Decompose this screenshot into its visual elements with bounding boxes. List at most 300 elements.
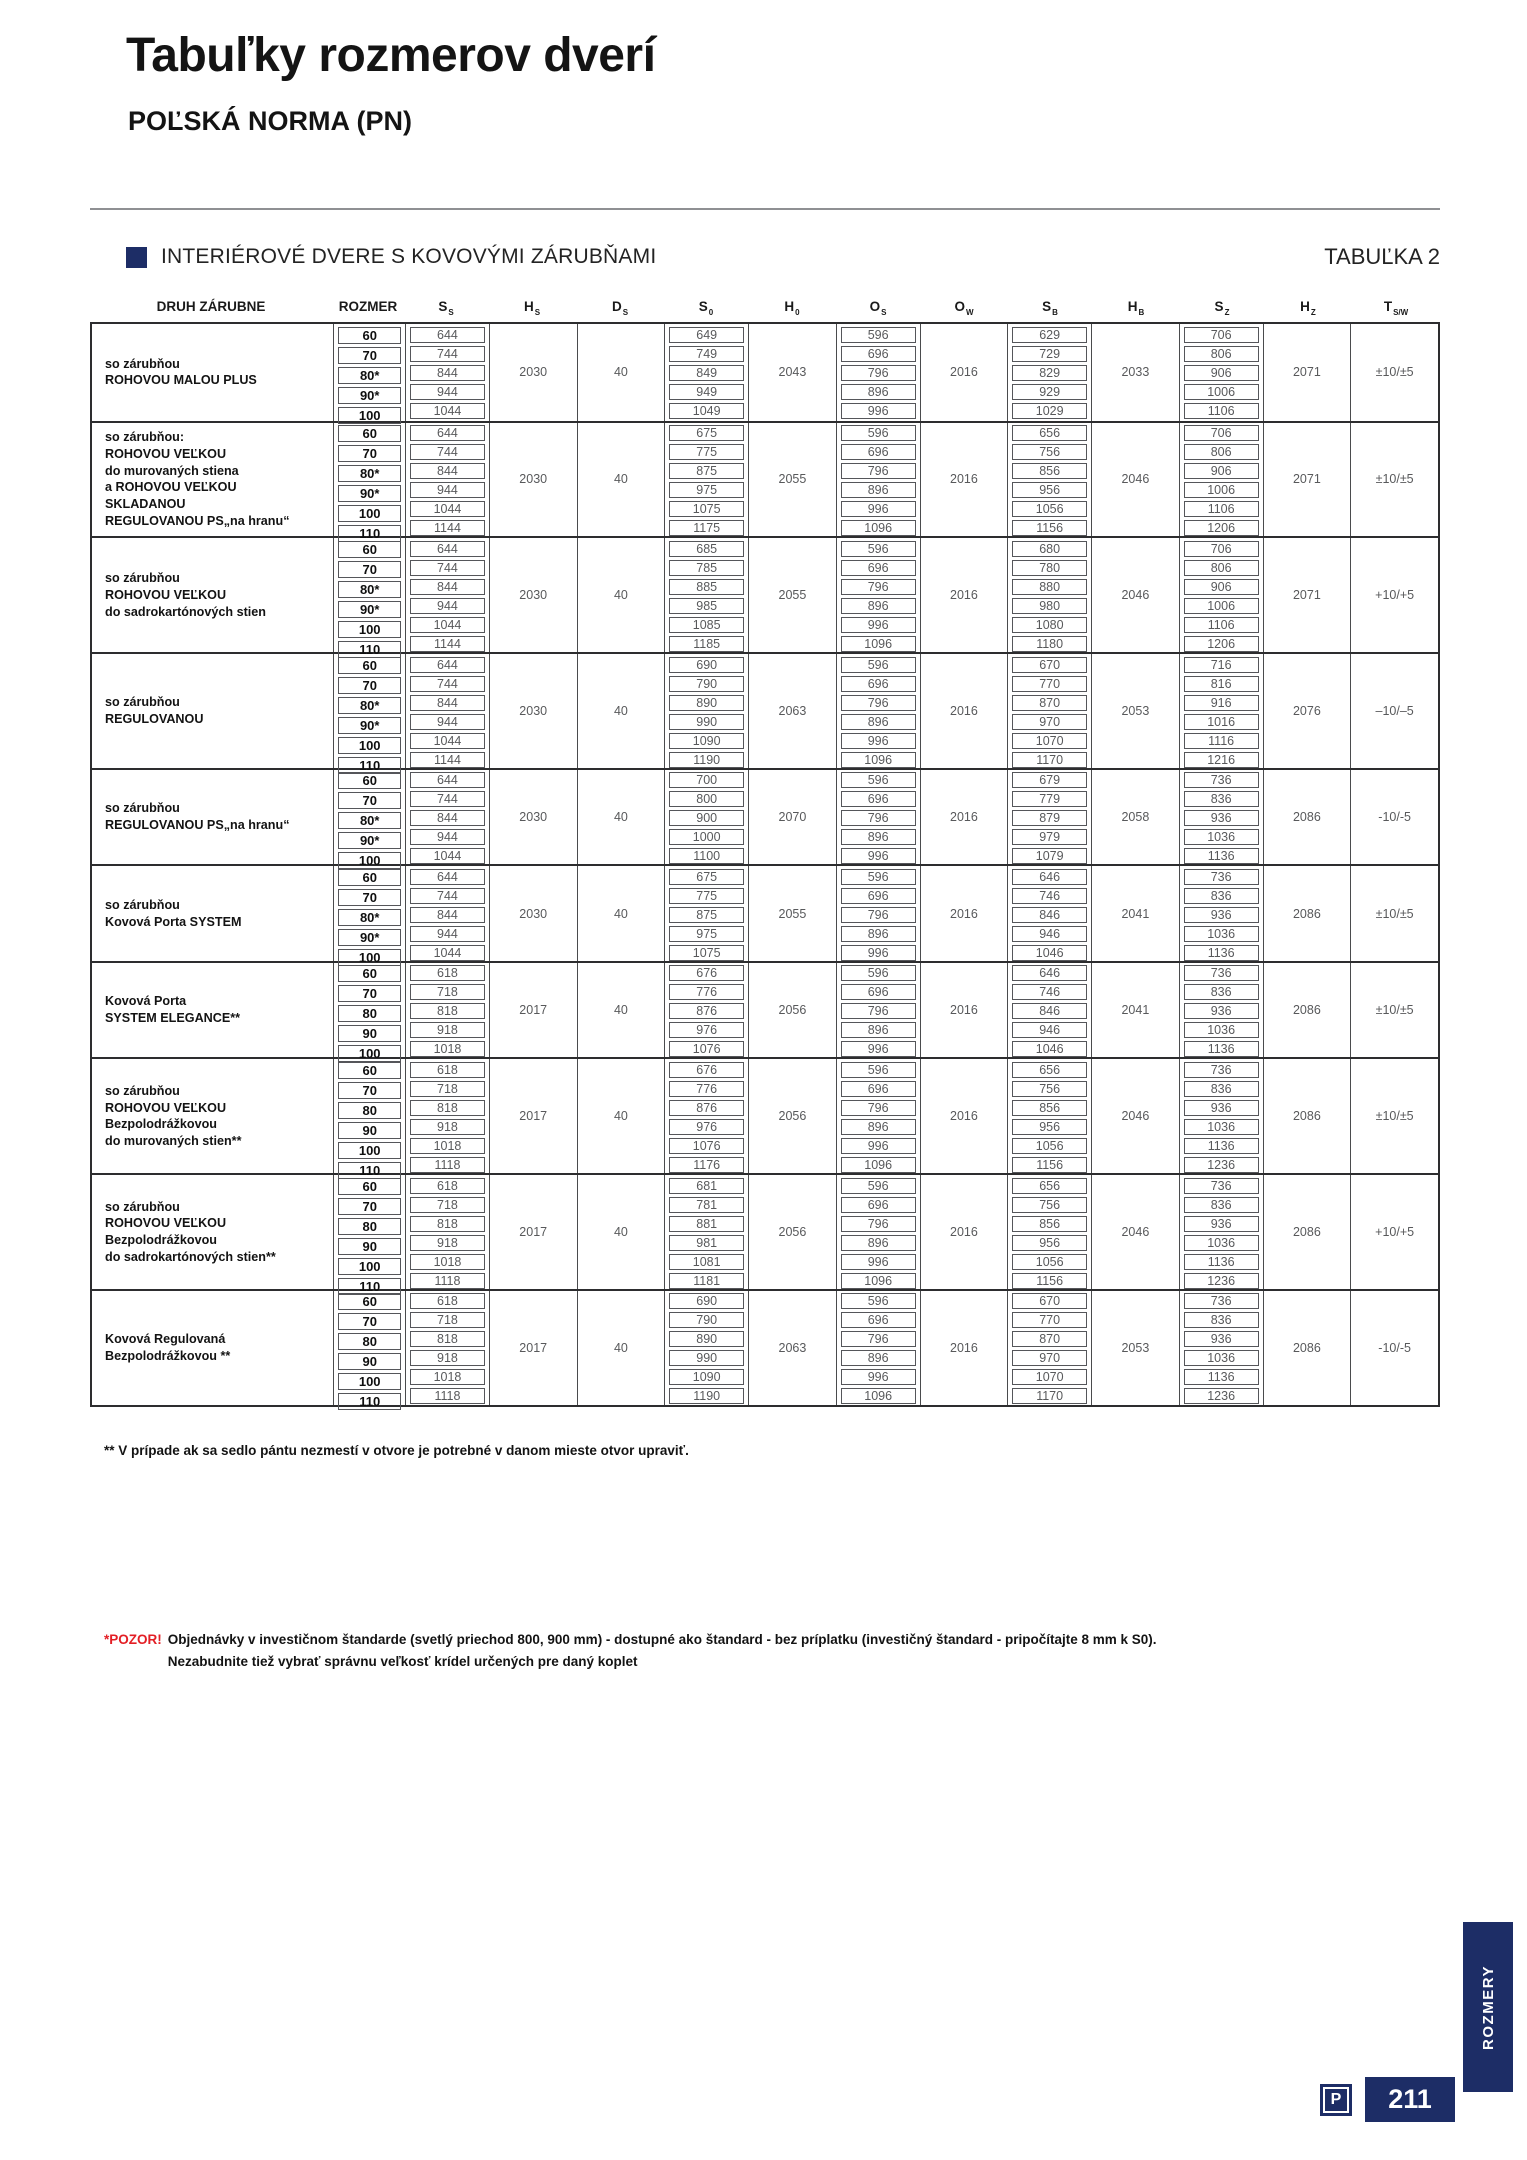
dimension-value-cell: 996 — [841, 848, 916, 864]
dimension-value-cell: 844 — [410, 695, 485, 711]
value-column-sz — [1179, 866, 1263, 961]
dimension-value-cell: 796 — [841, 1216, 916, 1232]
dimension-value-cell: 644 — [410, 327, 485, 343]
frame-type-label — [92, 654, 333, 768]
dimension-value-cell: 60 — [338, 1062, 401, 1079]
dimension-value-cell: 618 — [410, 1293, 485, 1309]
dimension-value-cell: 856 — [1012, 1100, 1087, 1116]
column-header-main: S — [1042, 299, 1052, 314]
frame-type-label — [92, 423, 333, 537]
dimension-value-cell: 644 — [410, 869, 485, 885]
dimension-value-cell: 1006 — [1184, 482, 1259, 498]
dimension-value-cell: 944 — [410, 482, 485, 498]
dimension-value-cell: 676 — [669, 1062, 744, 1078]
dimension-value-cell: 896 — [841, 926, 916, 942]
merged-value-ow: 2016 — [920, 324, 1008, 421]
dimension-value-cell: 596 — [841, 657, 916, 673]
pozor-text — [168, 1629, 1157, 1674]
dimension-value-cell: 110 — [338, 641, 401, 658]
frame-type-label-line: REGULOVANOU PS„na hranu“ — [105, 513, 290, 528]
dimension-value-cell: 1044 — [410, 617, 485, 633]
column-header-main: H — [1127, 299, 1138, 314]
dimension-table — [90, 322, 1440, 1410]
dimension-value-cell: 1080 — [1012, 617, 1087, 633]
dimension-value-cell: 736 — [1184, 1293, 1259, 1309]
dimension-value-cell: 1006 — [1184, 384, 1259, 400]
value-column-s0 — [664, 423, 748, 537]
dimension-value-cell: 736 — [1184, 1062, 1259, 1078]
value-column-ss — [405, 324, 489, 421]
dimension-value-cell: 1044 — [410, 945, 485, 961]
value-column-sb — [1007, 866, 1091, 961]
dimension-value-cell: 80* — [338, 581, 401, 598]
column-header — [576, 299, 664, 317]
table-header-row — [90, 286, 1440, 318]
frame-type-label — [92, 1175, 333, 1289]
dimension-value-cell: 775 — [669, 444, 744, 460]
dimension-value-cell: 1185 — [669, 636, 744, 652]
dimension-value-cell: 706 — [1184, 541, 1259, 557]
dimension-value-cell: 775 — [669, 888, 744, 904]
dimension-value-cell: 746 — [1012, 888, 1087, 904]
merged-value-hs: 2017 — [489, 1175, 577, 1289]
dimension-value-cell: 744 — [410, 346, 485, 362]
dimension-value-cell: 696 — [841, 1197, 916, 1213]
dimension-value-cell: 646 — [1012, 965, 1087, 981]
merged-value-h0: 2056 — [748, 1059, 836, 1173]
dimension-value-cell: 796 — [841, 1100, 916, 1116]
dimension-value-cell: 90 — [338, 1238, 401, 1255]
dimension-value-cell: 936 — [1184, 810, 1259, 826]
dimension-value-cell: 1190 — [669, 1388, 744, 1404]
merged-value-hb: 2041 — [1091, 963, 1179, 1058]
merged-value-ds: 40 — [577, 1059, 665, 1173]
section-header-row — [126, 244, 1440, 270]
dimension-value-cell: 90* — [338, 832, 401, 849]
dimension-value-cell: 800 — [669, 791, 744, 807]
dimension-value-cell: 1118 — [410, 1157, 485, 1173]
dimension-value-cell: 100 — [338, 737, 401, 754]
dimension-value-cell: 718 — [410, 1197, 485, 1213]
merged-value-hs: 2030 — [489, 324, 577, 421]
dimension-value-cell: 875 — [669, 907, 744, 923]
merged-value-hs: 2030 — [489, 423, 577, 537]
dimension-value-cell: 1136 — [1184, 1138, 1259, 1154]
dimension-value-cell: 944 — [410, 714, 485, 730]
dimension-value-cell: 875 — [669, 463, 744, 479]
dimension-value-cell: 1018 — [410, 1138, 485, 1154]
dimension-value-cell: 856 — [1012, 1216, 1087, 1232]
dimension-value-cell: 870 — [1012, 1331, 1087, 1347]
dimension-value-cell: 906 — [1184, 365, 1259, 381]
dimension-value-cell: 1136 — [1184, 848, 1259, 864]
dimension-value-cell: 936 — [1184, 1003, 1259, 1019]
value-column-sz — [1179, 1175, 1263, 1289]
dimension-value-cell: 1156 — [1012, 520, 1087, 536]
merged-value-t: -10/-5 — [1350, 1291, 1438, 1405]
merged-value-hz: 2076 — [1263, 654, 1351, 768]
dimension-value-cell: 680 — [1012, 541, 1087, 557]
dimension-value-cell: 836 — [1184, 984, 1259, 1000]
dimension-value-cell: 100 — [338, 407, 401, 424]
dimension-value-cell: 944 — [410, 384, 485, 400]
pozor-footnote — [104, 1629, 1157, 1674]
merged-value-hz: 2086 — [1263, 1175, 1351, 1289]
dimension-value-cell: 718 — [410, 1312, 485, 1328]
frame-type-group-row — [92, 1289, 1438, 1410]
dimension-value-cell: 1136 — [1184, 945, 1259, 961]
dimension-value-cell: 790 — [669, 676, 744, 692]
dimension-value-cell: 690 — [669, 1293, 744, 1309]
section-title: INTERIÉROVÉ DVERE S KOVOVÝMI ZÁRUBŇAMI — [161, 245, 657, 268]
dimension-value-cell: 996 — [841, 1041, 916, 1057]
dimension-value-cell: 70 — [338, 985, 401, 1002]
dimension-value-cell: 1049 — [669, 403, 744, 419]
merged-value-t: ±10/±5 — [1350, 423, 1438, 537]
dimension-value-cell: 596 — [841, 772, 916, 788]
page-subtitle: POĽSKÁ NORMA (PN) — [128, 106, 412, 136]
dimension-value-cell: 80* — [338, 697, 401, 714]
dimension-value-cell: 906 — [1184, 463, 1259, 479]
column-header-subscript: S — [534, 308, 541, 317]
dimension-value-cell: 1046 — [1012, 945, 1087, 961]
merged-value-hs: 2030 — [489, 866, 577, 961]
value-column-os — [836, 654, 920, 768]
merged-value-ow: 2016 — [920, 770, 1008, 865]
column-header — [488, 299, 576, 317]
dimension-value-cell: 80* — [338, 909, 401, 926]
dimension-value-cell: 981 — [669, 1235, 744, 1251]
value-column-ss — [405, 1059, 489, 1173]
dimension-value-cell: 790 — [669, 1312, 744, 1328]
dimension-value-cell: 60 — [338, 965, 401, 982]
frame-type-label-line: so zárubňou: — [105, 430, 185, 445]
dimension-value-cell: 90* — [338, 601, 401, 618]
value-column-s0 — [664, 1059, 748, 1173]
merged-value-ds: 40 — [577, 654, 665, 768]
dimension-value-cell: 90* — [338, 485, 401, 502]
dimension-value-cell: 100 — [338, 1045, 401, 1062]
frame-type-label-line: SKLADANOU — [105, 497, 186, 512]
dimension-value-cell: 1018 — [410, 1369, 485, 1385]
dimension-value-cell: 1075 — [669, 945, 744, 961]
value-column-sb — [1007, 1175, 1091, 1289]
dimension-value-cell: 896 — [841, 384, 916, 400]
dimension-value-cell: 806 — [1184, 444, 1259, 460]
dimension-value-cell: 818 — [410, 1331, 485, 1347]
dimension-value-cell: 70 — [338, 347, 401, 364]
dimension-value-cell: 990 — [669, 1350, 744, 1366]
dimension-value-cell: 785 — [669, 560, 744, 576]
dimension-value-cell: 696 — [841, 676, 916, 692]
frame-type-group-row — [92, 1057, 1438, 1178]
dimension-value-cell: 944 — [410, 926, 485, 942]
dimension-value-cell: 596 — [841, 965, 916, 981]
value-column-ss — [405, 963, 489, 1058]
dimension-value-cell: 796 — [841, 907, 916, 923]
dimension-value-cell: 896 — [841, 598, 916, 614]
dimension-value-cell: 1090 — [669, 733, 744, 749]
dimension-value-cell: 1106 — [1184, 501, 1259, 517]
dimension-value-cell: 975 — [669, 926, 744, 942]
dimension-value-cell: 596 — [841, 425, 916, 441]
value-column-sb — [1007, 770, 1091, 865]
dimension-value-cell: 90* — [338, 929, 401, 946]
dimension-value-cell: 1118 — [410, 1388, 485, 1404]
merged-value-h0: 2056 — [748, 1175, 836, 1289]
dimension-value-cell: 749 — [669, 346, 744, 362]
dimension-value-cell: 881 — [669, 1216, 744, 1232]
dimension-value-cell: 736 — [1184, 965, 1259, 981]
dimension-value-cell: 60 — [338, 772, 401, 789]
dimension-value-cell: 836 — [1184, 1312, 1259, 1328]
column-header-main: H — [1300, 299, 1310, 314]
dimension-value-cell: 60 — [338, 327, 401, 344]
value-column-sb — [1007, 423, 1091, 537]
dimension-value-cell: 844 — [410, 907, 485, 923]
frame-type-group-row — [92, 961, 1438, 1062]
dimension-value-cell: 746 — [1012, 984, 1087, 1000]
dimension-value-cell: 1046 — [1012, 1041, 1087, 1057]
dimension-value-cell: 1136 — [1184, 1369, 1259, 1385]
merged-value-h0: 2055 — [748, 423, 836, 537]
dimension-value-cell: 110 — [338, 757, 401, 774]
merged-value-h0: 2043 — [748, 324, 836, 421]
value-column-os — [836, 963, 920, 1058]
value-column-rozmer — [333, 324, 405, 421]
dimension-value-cell: 781 — [669, 1197, 744, 1213]
column-header-subscript: Z — [1310, 308, 1316, 317]
dimension-value-cell: 100 — [338, 505, 401, 522]
dimension-value-cell: 936 — [1184, 1216, 1259, 1232]
frame-type-label-line: ROHOVOU VEĽKOU — [105, 1216, 227, 1231]
horizontal-divider — [90, 208, 1440, 210]
dimension-value-cell: 70 — [338, 889, 401, 906]
dimension-value-cell: 80 — [338, 1102, 401, 1119]
merged-value-ow: 2016 — [920, 963, 1008, 1058]
dimension-value-cell: 916 — [1184, 695, 1259, 711]
column-header — [664, 299, 748, 317]
dimension-value-cell: 876 — [669, 1100, 744, 1116]
value-column-sz — [1179, 324, 1263, 421]
dimension-value-cell: 796 — [841, 1003, 916, 1019]
dimension-value-cell: 1190 — [669, 752, 744, 768]
dimension-value-cell: 1036 — [1184, 1119, 1259, 1135]
column-header-main: H — [523, 299, 534, 314]
frame-type-label-line: a ROHOVOU VEĽKOU — [105, 480, 237, 495]
value-column-s0 — [664, 654, 748, 768]
dimension-value-cell: 836 — [1184, 1197, 1259, 1213]
merged-value-t: +10/+5 — [1350, 538, 1438, 652]
dimension-value-cell: 696 — [841, 560, 916, 576]
dimension-value-cell: 675 — [669, 869, 744, 885]
frame-type-label — [92, 770, 333, 865]
dimension-value-cell: 796 — [841, 579, 916, 595]
merged-value-ow: 2016 — [920, 538, 1008, 652]
column-header-main: DRUH ZÁRUBNE — [156, 299, 266, 314]
dimension-value-cell: 780 — [1012, 560, 1087, 576]
dimension-value-cell: 946 — [1012, 1022, 1087, 1038]
dimension-value-cell: 1036 — [1184, 926, 1259, 942]
dimension-value-cell: 770 — [1012, 1312, 1087, 1328]
merged-value-ow: 2016 — [920, 423, 1008, 537]
dimension-value-cell: 1096 — [841, 1157, 916, 1173]
column-header-subscript: 0 — [708, 308, 714, 317]
dimension-value-cell: 996 — [841, 1138, 916, 1154]
merged-value-hz: 2086 — [1263, 1291, 1351, 1405]
dimension-value-cell: 696 — [841, 346, 916, 362]
dimension-value-cell: 656 — [1012, 1178, 1087, 1194]
dimension-value-cell: 976 — [669, 1119, 744, 1135]
frame-type-label — [92, 963, 333, 1058]
dimension-value-cell: 770 — [1012, 676, 1087, 692]
merged-value-t: +10/+5 — [1350, 1175, 1438, 1289]
dimension-value-cell: 60 — [338, 541, 401, 558]
merged-value-ow: 2016 — [920, 654, 1008, 768]
frame-type-label-line: Kovová Porta — [105, 994, 187, 1009]
dimension-value-cell: 690 — [669, 657, 744, 673]
dimension-value-cell: 818 — [410, 1216, 485, 1232]
value-column-os — [836, 866, 920, 961]
dimension-value-cell: 956 — [1012, 482, 1087, 498]
dimension-value-cell: 836 — [1184, 888, 1259, 904]
dimension-value-cell: 1044 — [410, 733, 485, 749]
merged-value-h0: 2055 — [748, 538, 836, 652]
merged-value-hs: 2017 — [489, 1059, 577, 1173]
dimension-value-cell: 1206 — [1184, 636, 1259, 652]
dimension-value-cell: 1076 — [669, 1041, 744, 1057]
dimension-value-cell: 100 — [338, 852, 401, 869]
dimension-value-cell: 956 — [1012, 1235, 1087, 1251]
dimension-value-cell: 896 — [841, 1119, 916, 1135]
dimension-value-cell: 906 — [1184, 579, 1259, 595]
merged-value-ds: 40 — [577, 538, 665, 652]
dimension-value-cell: 744 — [410, 560, 485, 576]
dimension-value-cell: 970 — [1012, 714, 1087, 730]
column-header — [332, 299, 404, 314]
dimension-value-cell: 679 — [1012, 772, 1087, 788]
frame-type-label-line: Kovová Porta SYSTEM — [105, 914, 242, 929]
merged-value-hb: 2046 — [1091, 1059, 1179, 1173]
dimension-value-cell: 100 — [338, 621, 401, 638]
value-column-sz — [1179, 770, 1263, 865]
dimension-value-cell: 890 — [669, 695, 744, 711]
column-header-subscript: S — [622, 308, 629, 317]
dimension-value-cell: 936 — [1184, 907, 1259, 923]
frame-type-label-line: ROHOVOU VEĽKOU — [105, 446, 227, 461]
dimension-value-cell: 806 — [1184, 346, 1259, 362]
value-column-ss — [405, 538, 489, 652]
merged-value-t: ±10/±5 — [1350, 324, 1438, 421]
value-column-rozmer — [333, 1059, 405, 1178]
merged-value-h0: 2063 — [748, 654, 836, 768]
value-column-rozmer — [333, 1175, 405, 1294]
dimension-value-cell: 110 — [338, 1162, 401, 1179]
dimension-value-cell: 776 — [669, 1081, 744, 1097]
dimension-value-cell: 918 — [410, 1235, 485, 1251]
dimension-value-cell: 1036 — [1184, 1022, 1259, 1038]
dimension-value-cell: 80 — [338, 1005, 401, 1022]
dimension-value-cell: 60 — [338, 1178, 401, 1195]
dimension-value-cell: 1079 — [1012, 848, 1087, 864]
value-column-os — [836, 423, 920, 537]
merged-value-ds: 40 — [577, 866, 665, 961]
frame-type-label-line: Bezpolodrážkovou — [105, 1117, 217, 1132]
dimension-value-cell: 996 — [841, 1369, 916, 1385]
column-header-subscript: W — [965, 308, 974, 317]
dimension-value-cell: 596 — [841, 1062, 916, 1078]
dimension-value-cell: 1175 — [669, 520, 744, 536]
frame-type-label-line: so zárubňou — [105, 695, 180, 710]
merged-value-hs: 2030 — [489, 770, 577, 865]
value-column-rozmer — [333, 423, 405, 541]
merged-value-hz: 2071 — [1263, 324, 1351, 421]
dimension-value-cell: 990 — [669, 714, 744, 730]
value-column-s0 — [664, 866, 748, 961]
column-header-main: S — [1214, 299, 1224, 314]
dimension-value-cell: 596 — [841, 541, 916, 557]
pozor-line-1: Objednávky v investičnom štandarde (svetlý priechod 800, 900 mm) - dostupné ako štandard - bez príplatku (investičný štandard - pripočítajte 8 mm k S0). — [167, 1632, 1157, 1647]
dimension-value-cell: 718 — [410, 984, 485, 1000]
frame-type-label — [92, 866, 333, 961]
column-header-subscript: Z — [1224, 308, 1230, 317]
merged-value-hs: 2030 — [489, 654, 577, 768]
value-column-s0 — [664, 770, 748, 865]
dimension-value-cell: 900 — [669, 810, 744, 826]
frame-type-label-line: REGULOVANOU — [105, 711, 204, 726]
dimension-value-cell: 879 — [1012, 810, 1087, 826]
dimension-value-cell: 90 — [338, 1025, 401, 1042]
value-column-os — [836, 770, 920, 865]
dimension-value-cell: 70 — [338, 1313, 401, 1330]
merged-value-hb: 2058 — [1091, 770, 1179, 865]
column-header-main: O — [954, 299, 965, 314]
dimension-value-cell: 70 — [338, 1082, 401, 1099]
column-header-main: O — [869, 299, 881, 314]
value-column-os — [836, 538, 920, 652]
dimension-value-cell: 670 — [1012, 657, 1087, 673]
value-column-sz — [1179, 423, 1263, 537]
frame-type-label — [92, 1059, 333, 1173]
dimension-value-cell: 818 — [410, 1003, 485, 1019]
dimension-value-cell: 1096 — [841, 1273, 916, 1289]
dimension-value-cell: 970 — [1012, 1350, 1087, 1366]
dimension-value-cell: 1036 — [1184, 1350, 1259, 1366]
dimension-value-cell: 706 — [1184, 327, 1259, 343]
dimension-value-cell: 918 — [410, 1119, 485, 1135]
dimension-value-cell: 796 — [841, 1331, 916, 1347]
dimension-value-cell: 1170 — [1012, 752, 1087, 768]
dimension-value-cell: 846 — [1012, 907, 1087, 923]
dimension-value-cell: 1029 — [1012, 403, 1087, 419]
dimension-value-cell: 90* — [338, 717, 401, 734]
dimension-value-cell: 1075 — [669, 501, 744, 517]
dimension-value-cell: 1090 — [669, 1369, 744, 1385]
dimension-value-cell: 1100 — [669, 848, 744, 864]
frame-type-label-line: so zárubňou — [105, 1199, 180, 1214]
dimension-value-cell: 736 — [1184, 772, 1259, 788]
dimension-value-cell: 1044 — [410, 501, 485, 517]
dimension-value-cell: 596 — [841, 1293, 916, 1309]
dimension-value-cell: 90 — [338, 1122, 401, 1139]
dimension-value-cell: 1096 — [841, 636, 916, 652]
column-header — [1352, 299, 1440, 317]
frame-type-group-row — [92, 864, 1438, 965]
frame-type-label-line: do sadrokartónových stien — [105, 604, 266, 619]
page-title: Tabuľky rozmerov dverí — [126, 29, 656, 82]
value-column-rozmer — [333, 866, 405, 965]
dimension-value-cell: 618 — [410, 1178, 485, 1194]
